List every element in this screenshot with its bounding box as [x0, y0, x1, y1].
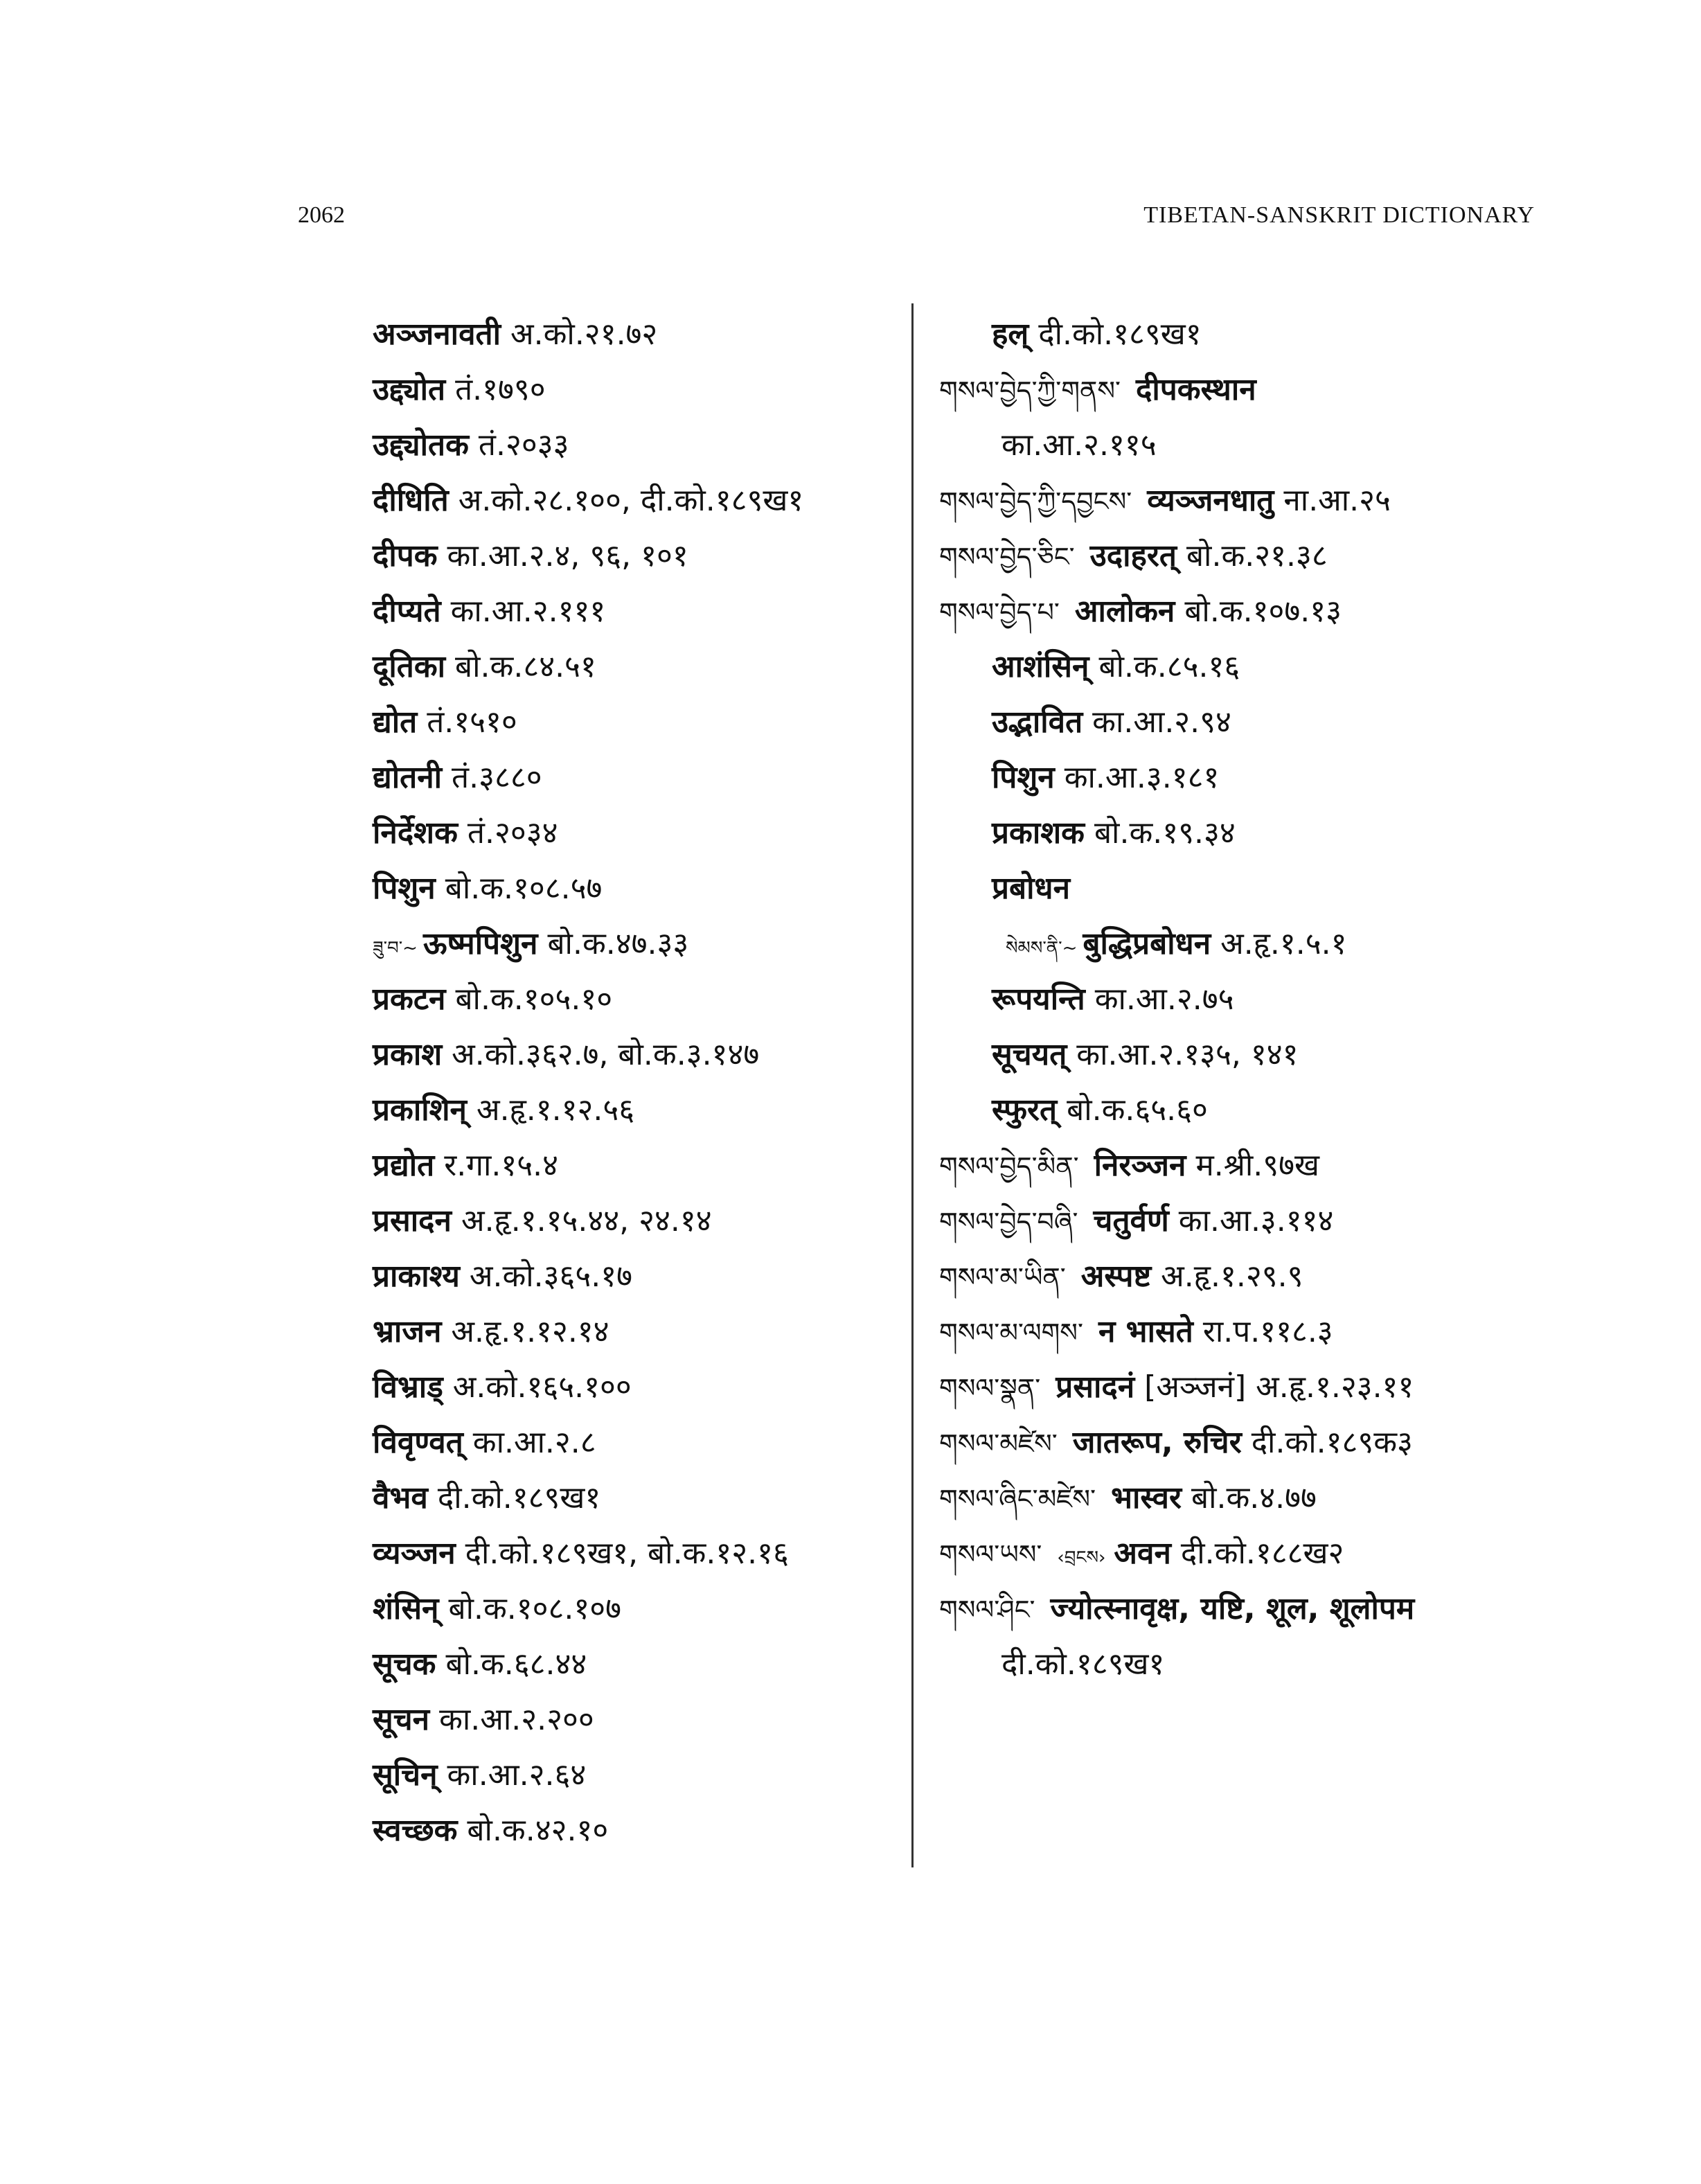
- source-reference: का.आ.३.११४: [1178, 1203, 1334, 1239]
- dictionary-entry: [939, 1421, 1562, 1477]
- tibetan-term: གསལ་ཤིང་: [939, 1595, 1035, 1625]
- source-reference: तं.२०३४: [467, 815, 558, 851]
- dictionary-entry: [939, 313, 1562, 369]
- dictionary-entry: [373, 1421, 899, 1477]
- sanskrit-headword: सूचक: [373, 1646, 436, 1682]
- dictionary-entry: [939, 1588, 1562, 1643]
- sanskrit-headword: सूचयत्: [992, 1037, 1067, 1072]
- dictionary-entry: [373, 1754, 899, 1809]
- sanskrit-headword: आलोकन: [1074, 594, 1175, 629]
- dictionary-entry: [939, 646, 1562, 701]
- sanskrit-headword: उदाहरत्: [1089, 538, 1177, 574]
- sanskrit-headword: उद्भावित: [992, 704, 1083, 740]
- source-reference: बो.क.२१.३८: [1186, 538, 1328, 574]
- dictionary-entry: [939, 1089, 1562, 1144]
- dictionary-entry: [939, 1311, 1562, 1366]
- dictionary-entry: [373, 369, 899, 424]
- source-reference: बो.क.४.७७: [1191, 1480, 1317, 1516]
- dictionary-entry: [939, 701, 1562, 756]
- dictionary-entry: [373, 978, 899, 1033]
- dictionary-entry: [939, 812, 1562, 867]
- sanskrit-headword: व्यञ्जनधातु: [1147, 483, 1274, 518]
- source-reference: का.आ.३.१८१: [1064, 760, 1220, 795]
- tibetan-term: གསལ་སྣན་: [939, 1373, 1041, 1403]
- sanskrit-headword: प्रकाशिन्: [373, 1092, 467, 1128]
- source-reference: का.आ.२.९४: [1092, 704, 1231, 740]
- source-reference: बो.क.१०८.५७: [445, 871, 603, 906]
- dictionary-entry: [939, 369, 1562, 424]
- sanskrit-headword: वैभव: [373, 1480, 428, 1516]
- source-reference: का.आ.२.२००: [439, 1702, 594, 1737]
- sanskrit-headword: विवृण्वत्: [373, 1425, 463, 1460]
- dictionary-entry: [373, 867, 899, 923]
- source-reference: [अञ्जनं] अ.हृ.१.२३.११: [1144, 1369, 1414, 1405]
- tibetan-term: གསལ་བྱེད་མིན་: [939, 1151, 1079, 1182]
- sanskrit-headword: प्राकाश्य: [373, 1259, 460, 1294]
- sanskrit-headword: स्वच्छक: [373, 1813, 458, 1848]
- sanskrit-headword: व्यञ्जन: [373, 1536, 456, 1571]
- dictionary-entry: [373, 1643, 899, 1698]
- source-reference: बो.क.१९.३४: [1094, 815, 1236, 851]
- sanskrit-headword: भ्राजन: [373, 1314, 442, 1349]
- source-reference: का.आ.२.८: [472, 1425, 596, 1460]
- dictionary-entry: [373, 1200, 899, 1255]
- running-title: TIBETAN-SANSKRIT DICTIONARY: [1143, 202, 1535, 228]
- sanskrit-headword: ज्योत्स्नावृक्ष, यष्टि, शूल, शूलोपम: [1050, 1591, 1415, 1626]
- tibetan-prefix: ཟུ་བ་~: [373, 938, 418, 959]
- dictionary-entry: [373, 646, 899, 701]
- dictionary-entry: [373, 923, 899, 978]
- sanskrit-headword: प्रकटन: [373, 982, 446, 1017]
- dictionary-entry: [939, 978, 1562, 1033]
- source-reference: दी.को.१८९ख१: [1038, 317, 1202, 352]
- source-reference: अ.को.३६२.७, बो.क.३.१४७: [452, 1037, 760, 1072]
- sanskrit-headword: हल्: [992, 317, 1029, 352]
- source-reference: अ.हृ.१.१२.५६: [476, 1092, 635, 1128]
- sanskrit-headword: अवन: [1114, 1536, 1171, 1571]
- dictionary-entry: [373, 1477, 899, 1532]
- source-reference: तं.१७९०: [455, 372, 546, 407]
- source-reference: रा.प.११८.३: [1202, 1314, 1333, 1349]
- sanskrit-headword: दीपक: [373, 538, 438, 574]
- dictionary-entry: [373, 313, 899, 369]
- sanskrit-headword: भास्वर: [1111, 1480, 1182, 1516]
- sanskrit-headword: दीधिति: [373, 483, 449, 518]
- dictionary-entry: [373, 1809, 899, 1865]
- sanskrit-headword: विभ्राड्: [373, 1369, 443, 1405]
- dictionary-entry: [939, 1477, 1562, 1532]
- tibetan-term: གསལ་ཞིང་མཛེས་: [939, 1484, 1096, 1514]
- source-reference: बो.क.६८.४४: [445, 1646, 587, 1682]
- entry-note: ‹བྲངས›: [1057, 1547, 1106, 1568]
- source-reference: अ.हृ.१.१२.१४: [451, 1314, 609, 1349]
- tibetan-term: གསལ་བྱེད་བཞི་: [939, 1207, 1078, 1237]
- dictionary-entry: [939, 923, 1562, 978]
- source-reference: र.गा.१५.४: [444, 1148, 558, 1183]
- sanskrit-headword: दीप्यते: [373, 594, 441, 629]
- source-reference: बो.क.१०८.१०७: [448, 1591, 622, 1626]
- source-reference: ना.आ.२५: [1283, 483, 1391, 518]
- dictionary-entry: [373, 590, 899, 646]
- dictionary-entry: [939, 424, 1562, 479]
- sanskrit-headword: रूपयन्ति: [992, 982, 1085, 1017]
- dictionary-entry: [373, 1144, 899, 1200]
- source-reference: अ.हृ.१.५.१: [1220, 926, 1347, 961]
- source-reference: बो.क.८५.१६: [1098, 649, 1240, 684]
- dictionary-entry: [939, 1200, 1562, 1255]
- sanskrit-headword: दीपकस्थान: [1136, 372, 1256, 407]
- sanskrit-headword: उद्द्योत: [373, 372, 446, 407]
- source-reference: बो.क.६५.६०: [1067, 1092, 1208, 1128]
- dictionary-entry: [373, 1532, 899, 1588]
- sanskrit-headword: सूचिन्: [373, 1757, 438, 1793]
- sanskrit-headword: पिशुन: [373, 871, 436, 906]
- sanskrit-headword: प्रकाश: [373, 1037, 443, 1072]
- dictionary-entry: [373, 1698, 899, 1754]
- tibetan-term: གསལ་བྱེད་ཀྱི་གནས་: [939, 375, 1121, 406]
- sanskrit-headword: उद्द्योतक: [373, 427, 469, 463]
- sanskrit-headword: स्फुरत्: [992, 1092, 1058, 1128]
- sanskrit-headword: पिशुन: [992, 760, 1055, 795]
- source-reference: बो.क.४७.३३: [547, 926, 689, 961]
- source-reference: का.आ.२.७५: [1094, 982, 1234, 1017]
- source-reference: अ.को.२१.७२: [510, 317, 658, 352]
- dictionary-entry: [373, 1366, 899, 1421]
- dictionary-entry: [939, 1255, 1562, 1311]
- sanskrit-headword: आशंसिन्: [992, 649, 1089, 684]
- tibetan-term: གསལ་མཛེས་: [939, 1428, 1058, 1459]
- source-reference: बो.क.८४.५१: [455, 649, 596, 684]
- sanskrit-headword: द्योत: [373, 704, 418, 740]
- sanskrit-headword: प्रद्योत: [373, 1148, 435, 1183]
- dictionary-entry: [373, 701, 899, 756]
- sanskrit-headword: दूतिका: [373, 649, 446, 684]
- sanskrit-headword: प्रसादन: [373, 1203, 452, 1239]
- sanskrit-headword: न भासते: [1098, 1314, 1193, 1349]
- left-column: [373, 313, 899, 1865]
- dictionary-entry: [373, 812, 899, 867]
- source-reference: दी.को.१८८ख२: [1180, 1536, 1344, 1571]
- dictionary-entry: [939, 1643, 1562, 1698]
- source-reference: का.आ.२.१११: [450, 594, 606, 629]
- dictionary-entry: [373, 535, 899, 590]
- tibetan-prefix: སེམས་ནི་~: [1006, 938, 1078, 959]
- source-reference: बो.क.४२.१०: [467, 1813, 609, 1848]
- sanskrit-headword: चतुर्वर्ण: [1093, 1203, 1169, 1239]
- source-reference: तं.२०३३: [478, 427, 569, 463]
- dictionary-entry: [373, 424, 899, 479]
- dictionary-entry: [373, 756, 899, 812]
- source-reference: तं.१५१०: [427, 704, 517, 740]
- dictionary-entry: [373, 1588, 899, 1643]
- dictionary-entry: [939, 535, 1562, 590]
- source-reference: का.आ.२.४, ९६, १०१: [447, 538, 688, 574]
- source-reference: दी.को.१८९क३: [1251, 1425, 1413, 1460]
- source-reference: अ.हृ.१.१५.४४, २४.१४: [461, 1203, 712, 1239]
- source-reference: म.श्री.९७ख: [1195, 1148, 1320, 1183]
- sanskrit-headword: शंसिन्: [373, 1591, 439, 1626]
- sanskrit-headword: निर्देशक: [373, 815, 458, 851]
- sanskrit-headword: सूचन: [373, 1702, 430, 1737]
- sanskrit-headword: ऊष्मपिशुन: [422, 926, 538, 961]
- source-reference: दी.को.१८९ख१, बो.क.१२.१६: [465, 1536, 789, 1571]
- dictionary-entry: [939, 590, 1562, 646]
- tibetan-term: གསལ་བྱེད་ཅིང་: [939, 542, 1075, 572]
- tibetan-term: གསལ་མ་ཡིན་: [939, 1262, 1066, 1293]
- right-column: [939, 313, 1562, 1698]
- tibetan-term: གསལ་མ་ལགས་: [939, 1317, 1083, 1348]
- column-divider: [911, 303, 914, 1867]
- source-reference: बो.क.१०५.१०: [455, 982, 613, 1017]
- dictionary-entry: [939, 1532, 1562, 1588]
- sanskrit-headword: द्योतनी: [373, 760, 443, 795]
- dictionary-entry: [373, 1089, 899, 1144]
- source-reference: अ.को.२८.१००, दी.को.१८९ख१: [458, 483, 804, 518]
- sanskrit-headword: प्रबोधन: [992, 871, 1071, 906]
- dictionary-entry: [939, 1144, 1562, 1200]
- dictionary-entry: [939, 1366, 1562, 1421]
- sanskrit-headword: प्रसादनं: [1056, 1369, 1135, 1405]
- source-reference: अ.हृ.१.२९.९: [1161, 1259, 1303, 1294]
- source-reference: का.आ.२.११५: [1001, 427, 1157, 463]
- source-reference: अ.को.१६५.१००: [452, 1369, 632, 1405]
- page-number: 2062: [298, 202, 345, 228]
- sanskrit-headword: बुद्धिप्रबोधन: [1083, 926, 1211, 961]
- source-reference: दी.को.१८९ख१: [437, 1480, 601, 1516]
- source-reference: का.आ.२.१३५, १४१: [1076, 1037, 1299, 1072]
- dictionary-entry: [373, 1255, 899, 1311]
- sanskrit-headword: निरञ्जन: [1094, 1148, 1186, 1183]
- sanskrit-headword: अञ्जनावती: [373, 317, 501, 352]
- source-reference: दी.को.१८९ख१: [1001, 1646, 1165, 1682]
- dictionary-entry: [939, 756, 1562, 812]
- source-reference: बो.क.१०७.१३: [1184, 594, 1342, 629]
- dictionary-entry: [373, 1311, 899, 1366]
- dictionary-entry: [939, 1033, 1562, 1089]
- tibetan-term: གསལ་བྱེད་པ་: [939, 597, 1060, 628]
- source-reference: अ.को.३६५.१७: [469, 1259, 633, 1294]
- dictionary-entry: [373, 479, 899, 535]
- source-reference: का.आ.२.६४: [447, 1757, 587, 1793]
- source-reference: तं.३८८०: [452, 760, 542, 795]
- sanskrit-headword: जातरूप, रुचिर: [1072, 1425, 1242, 1460]
- tibetan-term: གསལ་ཡས་: [939, 1539, 1042, 1570]
- dictionary-entry: [373, 1033, 899, 1089]
- sanskrit-headword: प्रकाशक: [992, 815, 1085, 851]
- dictionary-entry: [939, 479, 1562, 535]
- dictionary-entry: [939, 867, 1562, 923]
- tibetan-term: གསལ་བྱེད་ཀྱི་དབྱངས་: [939, 486, 1132, 517]
- sanskrit-headword: अस्पष्ट: [1080, 1259, 1152, 1294]
